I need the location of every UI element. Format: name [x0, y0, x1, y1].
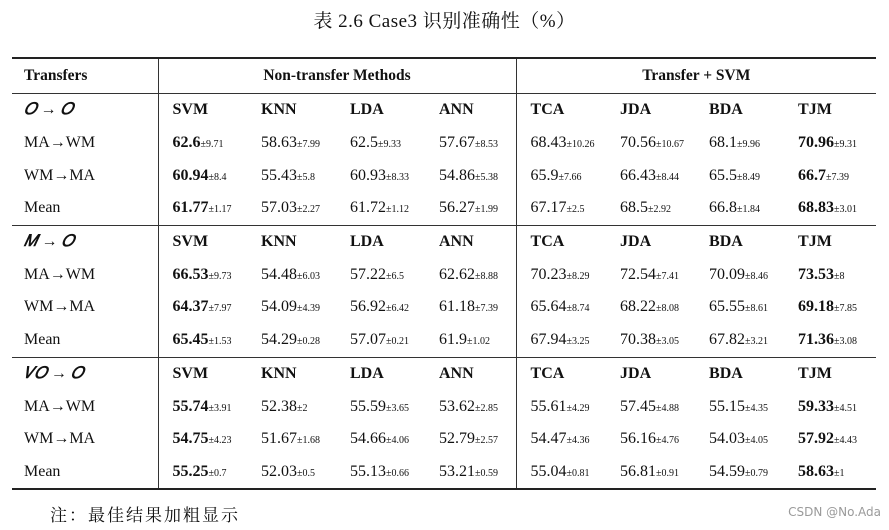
- cell-std: ±3.65: [386, 402, 409, 414]
- cell-std: ±8.49: [737, 171, 761, 183]
- table-cell: [158, 192, 247, 225]
- method-header-tca: TCA: [516, 225, 606, 258]
- cell-std: ±4.05: [745, 435, 769, 447]
- method-header-svm: SVM: [158, 225, 247, 258]
- table-cell: [516, 258, 606, 291]
- section-domain-label: 𝑉𝑂 → 𝑂: [12, 357, 158, 390]
- cell-value: 62.62: [439, 265, 475, 283]
- cell-value: 55.04: [530, 462, 567, 480]
- cell-value: 54.48: [261, 265, 297, 283]
- cell-value: 55.61: [530, 397, 567, 415]
- cell-value: 66.8: [709, 199, 738, 217]
- method-header-lda: LDA: [336, 94, 425, 127]
- section-method-row: [12, 357, 876, 390]
- cell-value: 68.22: [620, 298, 657, 316]
- cell-std: ±2.57: [475, 435, 498, 447]
- cell-std: ±10.26: [566, 139, 595, 151]
- cell-value: 55.15: [709, 397, 746, 415]
- cell-value: 54.86: [439, 166, 475, 184]
- table-cell: [247, 192, 336, 225]
- cell-std: ±0.66: [386, 467, 409, 479]
- table-cell: [425, 390, 516, 423]
- cell-std: ±0.5: [297, 467, 315, 479]
- method-header-lda: LDA: [336, 225, 425, 258]
- cell-std: ±1.99: [475, 204, 498, 216]
- cell-value: 69.18: [798, 298, 835, 316]
- table-body: [12, 58, 876, 489]
- cell-std: ±2.85: [475, 402, 498, 414]
- cell-std: ±8.46: [745, 270, 769, 282]
- table-cell: [695, 192, 784, 225]
- cell-std: ±10.67: [656, 139, 685, 151]
- cell-value: 60.93: [350, 166, 386, 184]
- table-cell: [425, 258, 516, 291]
- cell-value: 70.38: [620, 331, 657, 349]
- cell-value: 68.1: [709, 134, 738, 152]
- method-header-lda: LDA: [336, 357, 425, 390]
- section-domain-label: 𝑂 → 𝑂: [12, 94, 158, 127]
- section-domain-label: 𝑀 → 𝑂: [12, 225, 158, 258]
- method-header-ann: ANN: [425, 225, 516, 258]
- table-cell: [606, 390, 695, 423]
- cell-value: 68.83: [798, 199, 835, 217]
- table-cell: [784, 324, 876, 357]
- cell-std: ±0.81: [566, 467, 590, 479]
- cell-std: ±0.59: [475, 467, 498, 479]
- table-cell: [606, 159, 695, 192]
- table-cell: [516, 390, 606, 423]
- table-cell: [336, 159, 425, 192]
- table-cell: [784, 390, 876, 423]
- table-cell: [425, 324, 516, 357]
- cell-std: ±8.53: [475, 139, 498, 151]
- table-cell: [158, 258, 247, 291]
- cell-value: 70.23: [530, 265, 567, 283]
- cell-std: ±2.92: [648, 204, 672, 216]
- table-cell: [336, 127, 425, 160]
- table-row: [12, 423, 876, 456]
- cell-value: 56.16: [620, 430, 657, 448]
- cell-value: 57.03: [261, 199, 297, 217]
- table-cell: [425, 291, 516, 324]
- table-cell: [695, 423, 784, 456]
- row-label: WM→MA: [12, 423, 158, 456]
- table-cell: [784, 159, 876, 192]
- row-label: MA→WM: [12, 390, 158, 423]
- cell-std: ±6.5: [386, 270, 404, 282]
- method-header-tjm: TJM: [784, 357, 876, 390]
- table-cell: [247, 324, 336, 357]
- cell-value: 57.22: [350, 265, 386, 283]
- method-header-jda: JDA: [606, 94, 695, 127]
- cell-value: 62.6: [172, 134, 201, 152]
- cell-value: 57.45: [620, 397, 657, 415]
- cell-std: ±2: [297, 402, 308, 414]
- table-cell: [247, 456, 336, 490]
- table-cell: [695, 390, 784, 423]
- cell-value: 57.07: [350, 331, 386, 349]
- table-cell: [784, 456, 876, 490]
- cell-value: 52.79: [439, 430, 475, 448]
- cell-value: 56.27: [439, 199, 475, 217]
- cell-std: ±0.79: [745, 467, 769, 479]
- table-cell: [158, 390, 247, 423]
- cell-value: 68.43: [530, 134, 567, 152]
- cell-value: 55.59: [350, 397, 386, 415]
- cell-std: ±5.38: [475, 171, 498, 183]
- cell-std: ±1.02: [467, 336, 490, 348]
- table-header-row: [12, 58, 876, 94]
- cell-std: ±8: [834, 270, 845, 282]
- table-row: [12, 192, 876, 225]
- table-cell: [695, 127, 784, 160]
- cell-std: ±4.23: [208, 435, 232, 447]
- cell-value: 55.13: [350, 462, 386, 480]
- cell-std: ±8.44: [656, 171, 680, 183]
- cell-value: 54.59: [709, 462, 746, 480]
- table-cell: [516, 127, 606, 160]
- cell-std: ±8.08: [656, 303, 680, 315]
- table-cell: [158, 291, 247, 324]
- cell-std: ±3.08: [834, 336, 858, 348]
- table-cell: [695, 324, 784, 357]
- cell-value: 54.47: [530, 430, 567, 448]
- table-note: 注：最佳结果加粗显示: [50, 506, 240, 526]
- table-cell: [606, 127, 695, 160]
- cell-std: ±0.91: [656, 467, 680, 479]
- method-header-bda: BDA: [695, 225, 784, 258]
- cell-value: 59.33: [798, 397, 835, 415]
- table-cell: [695, 258, 784, 291]
- table-row: [12, 456, 876, 490]
- table-cell: [158, 159, 247, 192]
- section-method-row: [12, 94, 876, 127]
- table-cell: [516, 159, 606, 192]
- table-cell: [158, 127, 247, 160]
- table-cell: [158, 456, 247, 490]
- table-cell: [247, 258, 336, 291]
- cell-value: 67.94: [530, 331, 567, 349]
- cell-value: 67.17: [530, 199, 567, 217]
- table-cell: [247, 127, 336, 160]
- table-row: [12, 159, 876, 192]
- cell-std: ±9.96: [737, 139, 761, 151]
- cell-value: 61.18: [439, 298, 475, 316]
- cell-value: 53.62: [439, 397, 475, 415]
- cell-value: 55.43: [261, 166, 297, 184]
- cell-std: ±9.31: [834, 139, 858, 151]
- cell-std: ±1.17: [208, 204, 232, 216]
- cell-std: ±6.03: [297, 270, 320, 282]
- cell-std: ±8.33: [386, 171, 409, 183]
- table-cell: [336, 291, 425, 324]
- table-cell: [425, 423, 516, 456]
- cell-std: ±1.84: [737, 204, 761, 216]
- cell-value: 65.55: [709, 298, 746, 316]
- table-cell: [784, 192, 876, 225]
- cell-std: ±4.76: [656, 435, 680, 447]
- row-label: WM→MA: [12, 291, 158, 324]
- method-header-tjm: TJM: [784, 225, 876, 258]
- table-cell: [425, 192, 516, 225]
- table-cell: [606, 192, 695, 225]
- table-cell: [425, 159, 516, 192]
- cell-value: 66.43: [620, 166, 657, 184]
- cell-value: 58.63: [261, 134, 297, 152]
- row-label: Mean: [12, 324, 158, 357]
- cell-std: ±7.39: [475, 303, 498, 315]
- table-cell: [516, 291, 606, 324]
- method-header-tca: TCA: [516, 357, 606, 390]
- cell-value: 62.5: [350, 134, 378, 152]
- table-cell: [336, 192, 425, 225]
- table-row: [12, 324, 876, 357]
- table-cell: [247, 159, 336, 192]
- cell-value: 61.9: [439, 331, 467, 349]
- table-row: [12, 390, 876, 423]
- table-cell: [158, 324, 247, 357]
- cell-value: 66.7: [798, 166, 827, 184]
- cell-value: 70.96: [798, 134, 835, 152]
- method-header-ann: ANN: [425, 357, 516, 390]
- cell-std: ±4.88: [656, 402, 680, 414]
- table-row: [12, 127, 876, 160]
- method-header-knn: KNN: [247, 225, 336, 258]
- row-label: MA→WM: [12, 127, 158, 160]
- method-header-jda: JDA: [606, 357, 695, 390]
- table-cell: [784, 127, 876, 160]
- cell-std: ±0.7: [208, 467, 227, 479]
- cell-value: 55.25: [172, 462, 209, 480]
- header-transfer-svm: Transfer + SVM: [516, 58, 876, 94]
- header-transfers: Transfers: [12, 58, 158, 94]
- table-cell: [606, 258, 695, 291]
- cell-value: 61.72: [350, 199, 386, 217]
- cell-std: ±4.06: [386, 435, 409, 447]
- method-header-tjm: TJM: [784, 94, 876, 127]
- table-cell: [516, 324, 606, 357]
- table-cell: [784, 291, 876, 324]
- table-cell: [606, 423, 695, 456]
- cell-std: ±3.91: [208, 402, 232, 414]
- table-cell: [606, 324, 695, 357]
- table-cell: [695, 159, 784, 192]
- cell-value: 61.77: [172, 199, 209, 217]
- cell-value: 64.37: [172, 298, 209, 316]
- cell-value: 60.94: [172, 166, 209, 184]
- table-cell: [158, 423, 247, 456]
- method-header-ann: ANN: [425, 94, 516, 127]
- cell-value: 56.92: [350, 298, 386, 316]
- cell-value: 51.67: [261, 430, 297, 448]
- cell-std: ±2.27: [297, 204, 320, 216]
- table-cell: [516, 423, 606, 456]
- table-row: [12, 291, 876, 324]
- cell-value: 52.03: [261, 462, 297, 480]
- row-label: Mean: [12, 192, 158, 225]
- table-cell: [336, 456, 425, 490]
- cell-std: ±8.29: [566, 270, 590, 282]
- row-label: WM→MA: [12, 159, 158, 192]
- table-cell: [247, 291, 336, 324]
- method-header-bda: BDA: [695, 357, 784, 390]
- cell-std: ±3.05: [656, 336, 680, 348]
- table-cell: [336, 423, 425, 456]
- cell-value: 53.21: [439, 462, 475, 480]
- cell-std: ±3.25: [566, 336, 590, 348]
- cell-std: ±6.42: [386, 303, 409, 315]
- method-header-knn: KNN: [247, 357, 336, 390]
- row-label: MA→WM: [12, 258, 158, 291]
- cell-std: ±7.85: [834, 303, 858, 315]
- method-header-tca: TCA: [516, 94, 606, 127]
- table-caption: 表 2.6 Case3 识别准确性（%）: [313, 11, 576, 32]
- cell-std: ±9.73: [208, 270, 232, 282]
- cell-std: ±9.71: [200, 139, 224, 151]
- cell-std: ±7.97: [208, 303, 232, 315]
- cell-std: ±8.61: [745, 303, 769, 315]
- cell-value: 58.63: [798, 462, 835, 480]
- cell-std: ±4.36: [566, 435, 590, 447]
- cell-std: ±3.21: [745, 336, 769, 348]
- method-header-jda: JDA: [606, 225, 695, 258]
- cell-std: ±8.74: [566, 303, 590, 315]
- table-cell: [247, 423, 336, 456]
- method-header-svm: SVM: [158, 94, 247, 127]
- table-cell: [516, 456, 606, 490]
- cell-std: ±4.39: [297, 303, 320, 315]
- table-cell: [606, 456, 695, 490]
- cell-std: ±1.12: [386, 204, 409, 216]
- cell-value: 57.67: [439, 134, 475, 152]
- accuracy-table: [12, 57, 876, 490]
- cell-std: ±2.5: [566, 204, 585, 216]
- cell-std: ±1.53: [208, 336, 232, 348]
- table-cell: [336, 324, 425, 357]
- cell-value: 72.54: [620, 265, 657, 283]
- cell-value: 52.38: [261, 397, 297, 415]
- cell-value: 57.92: [798, 430, 835, 448]
- section-method-row: [12, 225, 876, 258]
- cell-std: ±4.29: [566, 402, 590, 414]
- method-header-svm: SVM: [158, 357, 247, 390]
- row-label: Mean: [12, 456, 158, 490]
- table-cell: [784, 258, 876, 291]
- cell-value: 71.36: [798, 331, 835, 349]
- cell-value: 67.82: [709, 331, 746, 349]
- cell-std: ±4.51: [834, 402, 858, 414]
- table-cell: [784, 423, 876, 456]
- cell-std: ±7.39: [826, 171, 850, 183]
- cell-value: 68.5: [620, 199, 649, 217]
- table-cell: [336, 258, 425, 291]
- cell-value: 65.64: [530, 298, 567, 316]
- cell-value: 70.56: [620, 134, 657, 152]
- table-cell: [695, 456, 784, 490]
- cell-std: ±7.41: [656, 270, 680, 282]
- cell-std: ±7.99: [297, 139, 320, 151]
- cell-value: 54.03: [709, 430, 746, 448]
- table-cell: [606, 291, 695, 324]
- cell-value: 54.29: [261, 331, 297, 349]
- cell-std: ±0.21: [386, 336, 409, 348]
- cell-value: 66.53: [172, 265, 209, 283]
- cell-value: 73.53: [798, 265, 835, 283]
- table-cell: [425, 456, 516, 490]
- cell-std: ±7.66: [558, 171, 582, 183]
- cell-std: ±1.68: [297, 435, 320, 447]
- cell-std: ±4.35: [745, 402, 769, 414]
- cell-value: 55.74: [172, 397, 209, 415]
- cell-std: ±3.01: [834, 204, 858, 216]
- cell-std: ±9.33: [378, 139, 401, 151]
- table-cell: [336, 390, 425, 423]
- cell-value: 56.81: [620, 462, 657, 480]
- method-header-bda: BDA: [695, 94, 784, 127]
- cell-value: 65.5: [709, 166, 738, 184]
- table-cell: [695, 291, 784, 324]
- cell-value: 54.09: [261, 298, 297, 316]
- cell-value: 54.66: [350, 430, 386, 448]
- watermark: CSDN @No.Ada: [788, 505, 881, 519]
- cell-std: ±5.8: [297, 171, 315, 183]
- cell-value: 70.09: [709, 265, 746, 283]
- cell-std: ±8.4: [208, 171, 227, 183]
- table-row: [12, 258, 876, 291]
- cell-value: 65.45: [172, 331, 209, 349]
- method-header-knn: KNN: [247, 94, 336, 127]
- cell-std: ±4.43: [834, 435, 858, 447]
- cell-std: ±0.28: [297, 336, 320, 348]
- table-cell: [516, 192, 606, 225]
- cell-value: 54.75: [172, 430, 209, 448]
- cell-std: ±8.88: [475, 270, 498, 282]
- table-cell: [247, 390, 336, 423]
- cell-std: ±1: [834, 467, 845, 479]
- table-cell: [425, 127, 516, 160]
- cell-value: 65.9: [530, 166, 559, 184]
- header-non-transfer-methods: Non-transfer Methods: [158, 58, 516, 94]
